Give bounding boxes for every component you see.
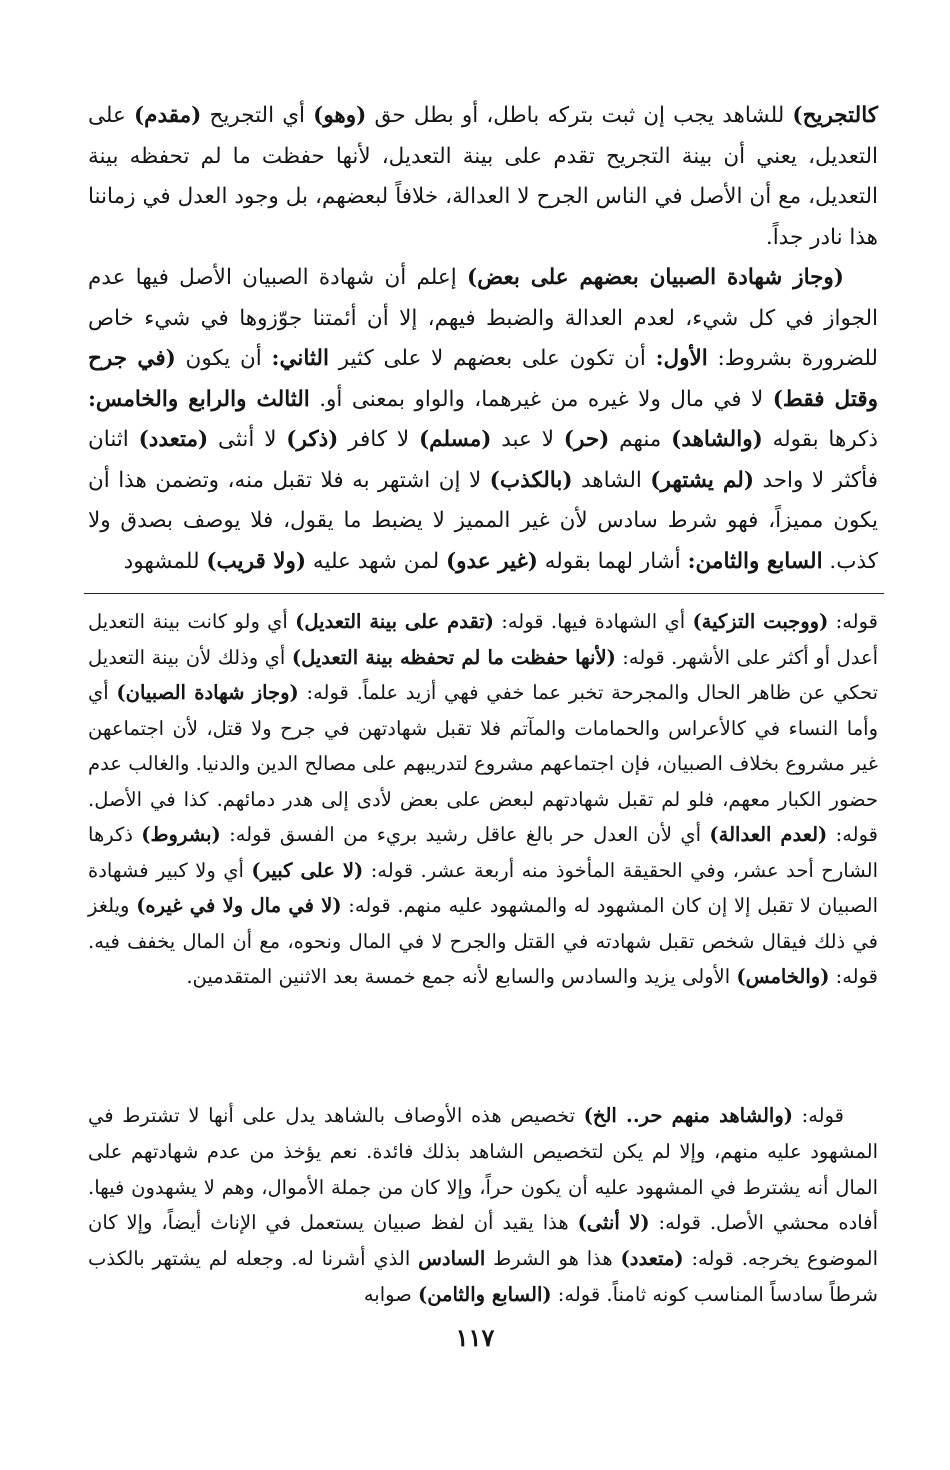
text-run: ذكرها بقوله [762,427,878,452]
text-run: ويلغز في ذلك فيقال شخص تقبل شهادته في القتل والجرح لا في المال ونحوه، مع أن المال يخفف فيه. قوله: [88,894,878,988]
commentary-block [88,604,878,995]
bold-text-run: السابع والثامن: [687,548,823,574]
text-run: للمشهود [123,548,207,574]
text-run: هذا يقيد أن لفظ صبيان يستعمل في الإناث أيضاً، وإلا كان الموضوع يخرجه. قوله: [88,1211,878,1271]
bold-text-run: (غير عدو) [445,548,538,574]
text-run: أي ولا كبير فشهادة الصبيان لا تقبل إلا إن كان المشهود له والمشهود عليه منهم. قوله: [88,858,878,917]
text-run: لا أنثى [208,427,287,452]
bold-text-run: الثاني: [271,346,329,371]
commentary-block-2 [88,1098,878,1313]
bold-text-run: (لا أنثى) [577,1211,650,1235]
text-run: أي التجريح [201,103,314,128]
text-run: ذكرها الشارح أحد عشر، وفي الحقيقة المأخوذ منه أربعة عشر. قوله: [88,823,879,882]
bold-text-run: (لا على كبير) [251,858,364,882]
text-run: لا في مال ولا غيره من غيرهما، والواو بمعنى أو. [309,386,773,412]
text-run: لمن شهد عليه [306,548,446,574]
bold-text-run: (حر) [563,427,610,452]
bold-text-run: (بشروط) [141,823,221,846]
text-run: أن يكون [175,346,272,371]
bold-text-run: (السابع والثامن) [417,1282,552,1306]
text-run: لا إن اشتهر به فلا تقبل منه، وتضمن هذا أن يكون مميزاً، فهو شرط سادس لأن غير المميز لا يضبط ما يقول، فلا يوصف بصدق ولا كذب. [88,467,878,574]
bold-text-run: (ووجبت التزكية) [692,610,829,633]
main-paragraph-2 [88,258,878,582]
text-run: إعلم أن شهادة الصبيان الأصل فيها عدم الجواز في كل شيء، لعدم العدالة والضبط فيهم، إلا أن أئمتنا جوّزوها في شيء خاص للضرورة بشروط: [88,265,879,371]
bold-text-run: (متعدد) [138,427,209,452]
bold-text-run: (لعدم العدالة) [709,823,828,846]
text-run: أن تكون على بعضهم لا على كثير [328,346,656,371]
bold-text-run: السادس [418,1247,486,1271]
text-run: لا كافر [338,427,419,452]
bold-text-run: (لا في مال ولا في غيره) [136,894,342,917]
text-run: أشار لهما بقوله [537,548,688,574]
main-text [88,96,878,582]
text-run: أي لأن العدل حر بالغ عاقل رشيد بريء من الفسق قوله: [220,823,710,846]
text-run: تخصيص هذه الأوصاف بالشاهد يدل على أنها لا تشترط في المشهود عليه منهم، وإلا لم يكن لتخصيص الشاهد بذلك فائدة. نعم يؤخذ من عدم شهادتهم على المال أنه يشترط في المشهود عليه أن يكون حراً، وإلا كان من جملة الأموال، وهم لا يشهدون فيها. أفاده محشي الأصل. قوله: [88,1104,878,1235]
main-paragraph-1 [88,96,878,258]
commentary-paragraph [88,604,878,995]
bold-text-run: (في جرح وقتل فقط) [88,346,878,412]
bold-text-run: (بالكذب) [489,467,573,493]
bold-text-run: (وجاز شهادة الصبيان) [116,681,299,704]
bold-text-run: (ذكر) [286,427,339,452]
text-run: أي ولو كانت بينة التعديل أعدل أو أكثر على الأشهر. قوله: [88,610,878,669]
bold-text-run: الأول: [655,346,708,371]
bold-text-run: الثالث والرابع والخامس: [88,386,310,412]
text-run: أي وأما النساء في كالأعراس والحمامات والمآتم فلا تقبل شهادتهن في جرح ولا قتل، لأن اجتماعهن غير مشروع بخلاف الصبيان، فإن اجتماعهم مشروع لتدريبهم على مصالح الدين والدنيا. والغالب عدم حضور الكبار معهم، فلو لم تقبل شهادتهم لبعض على بعض لأدى إلى هدر دمائهم. كذا في الأصل. قوله: [88,681,879,846]
text-run: الذي أشرنا له. وجعله لم يشتهر بالكذب شرطاً سادساً المناسب كونه ثامناً. قوله: [88,1247,878,1306]
text-run: أي الشهادة فيها. قوله: [493,610,693,633]
bold-text-run: (وهو) [313,103,367,128]
text-run: اثنان فأكثر لا واحد [88,427,878,493]
bold-text-run: (متعدد) [620,1247,684,1271]
commentary-paragraph-2 [88,1098,878,1313]
text-run: الشاهد [572,467,651,493]
bold-text-run: (والشاهد) [671,427,763,452]
text-run: قوله: [793,1104,844,1127]
bold-text-run: (ولا قريب) [206,548,307,574]
text-run: أي وذلك لأن بينة التعديل تحكي عن ظاهر الحال والمجرحة تخبر عما خفي فهي أزيد علماً. قوله: [88,645,878,704]
bold-text-run: (مقدم) [134,103,202,128]
bold-text-run: كالتجريح) [792,103,879,128]
text-run: الأولى يزيد والسادس والسابع لأنه جمع خمسة بعد الاثنين المتقدمين. [186,965,737,988]
page-number: ١١٧ [455,1323,495,1352]
text-run: هذا هو الشرط [485,1247,621,1271]
footnote-divider [84,593,884,594]
bold-text-run: (والشاهد منهم حر.. الخ) [583,1104,793,1127]
bold-text-run: (مسلم) [418,427,492,452]
bold-text-run: (والخامس) [736,965,830,988]
text-run: للشاهد يجب إن ثبت بتركه باطل، أو بطل حق [366,103,793,128]
text-run: قوله: [828,610,878,633]
bold-text-run: (وجاز شهادة الصبيان بعضهم على بعض) [466,265,844,290]
text-run: لا عبد [491,427,564,452]
bold-text-run: (لأنها حفظت ما لم تحفظه بينة التعديل) [291,645,616,669]
text-run: على التعديل، يعني أن بينة التجريح تقدم على بينة التعديل، لأنها حفظت ما لم تحفظه بينة التعديل، مع أن الأصل في الناس الجرح لا العدالة، خلافاً لبعضهم، بل وجود العدل في زماننا هذا نادر جداً. [88,103,878,250]
bold-text-run: (تقدم على بينة التعديل) [295,610,494,633]
bold-text-run: (لم يشتهر) [650,467,755,493]
text-run: صوابه [363,1282,418,1306]
text-run: منهم [609,427,672,452]
